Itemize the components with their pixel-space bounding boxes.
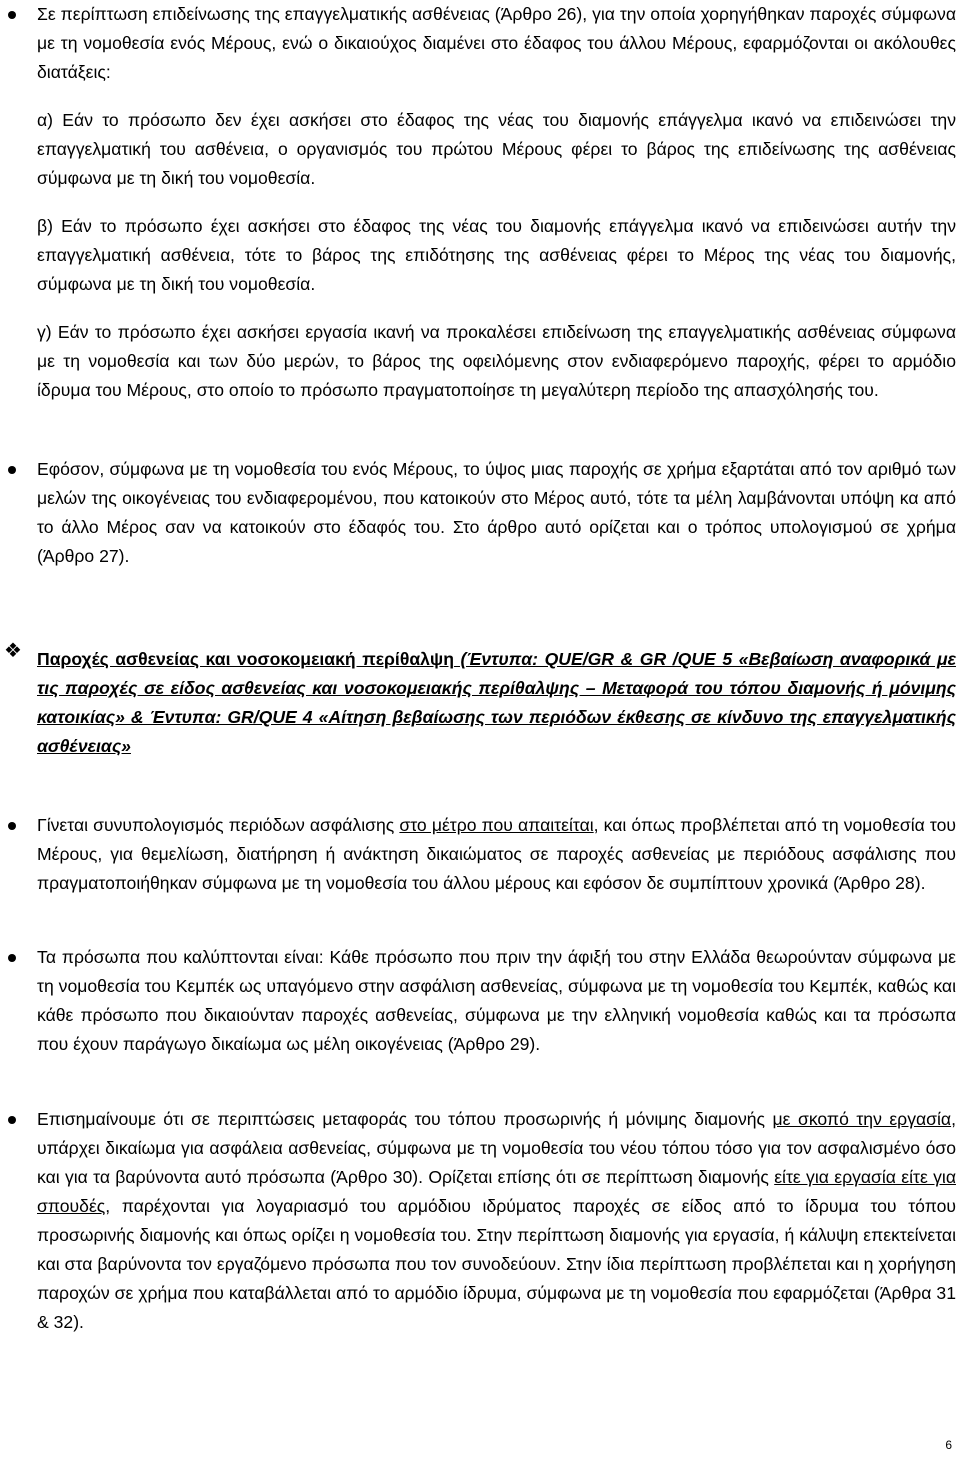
paragraph-text: Στην περίπτωση διαμονής για εργασία, ή κάλυψη επεκτείνεται και στα βαρύνοντα τον εργαζόμενο πρόσωπα που τον συνοδεύουν. Στην ίδια περίπτωση προβλέπεται και η χορήγηση παροχών σε χρήμα που καταβάλλεται από το αρμόδιο ίδρυμα, σύμφωνα με τη νομοθεσία που εφαρμόζεται (Άρθρα 31 & 32). bbox=[37, 1225, 956, 1332]
bullet-icon bbox=[4, 950, 20, 966]
bullet-icon bbox=[4, 1112, 20, 1128]
paragraph-text: α) Εάν το πρόσωπο δεν έχει ασκήσει στο έδαφος της νέας του διαμονής επάγγελμα ικανό να επιδεινώσει την επαγγελματική του ασθένεια, ο οργανισμός του πρώτου Μέρους φέρει το βάρος της επιδείνωσης της ασθένειας σύμφωνα με τη δική του νομοθεσία. bbox=[37, 110, 956, 188]
underlined-text: στο μέτρο που απαιτείται bbox=[399, 815, 594, 835]
bullet-paragraph-transfer bbox=[37, 1105, 956, 1337]
bullet-icon bbox=[4, 818, 20, 834]
paragraph-text: , υπάρχει δικαίωμα για ασφάλεια ασθενείας, σύμφωνα με τη νομοθεσία του νέου τόπου τόσο για τον ασφαλισμένο όσο και για τα βαρύνοντα αυτό πρόσωπα (Άρθρο 30). Ορίζεται επίσης ότι σε περίπτωση διαμονής bbox=[37, 1109, 956, 1187]
bullet-paragraph-covered-persons bbox=[37, 943, 956, 1059]
underlined-text: είτε για εργασία είτε για σπουδές bbox=[37, 1167, 956, 1216]
heading-title: Παροχές ασθενείας και νοσοκομειακή περίθαλψη bbox=[37, 649, 454, 669]
bullet-paragraph-periods bbox=[37, 811, 956, 898]
paragraph-text: Σε περίπτωση επιδείνωσης της επαγγελματικής ασθένειας (Άρθρο 26), για την οποία χορηγήθηκαν παροχές σύμφωνα με τη νομοθεσία ενός Μέρους, ενώ ο δικαιούχος διαμένει στο έδαφος του άλλου Μέρους, εφαρμόζονται οι ακόλουθες διατάξεις: bbox=[37, 4, 956, 82]
paragraph-text: Γίνεται συνυπολογισμός περιόδων ασφάλισης bbox=[37, 815, 400, 835]
paragraph-text: , παρέχονται για λογαριασμό του αρμόδιου ιδρύματος παροχές σε είδος από το ίδρυμα του τόπου προσωρινής διαμονής και όπως ορίζει η νομοθεσία του. bbox=[37, 1196, 956, 1245]
section-heading bbox=[37, 645, 956, 761]
bullet-paragraph-aggravation bbox=[37, 0, 956, 87]
bullet-icon bbox=[4, 462, 20, 478]
paragraph-text: Εφόσον, σύμφωνα με τη νομοθεσία του ενός Μέρους, το ύψος μιας παροχής σε χρήμα εξαρτάται από τον αριθμό των μελών της οικογένειας του ενδιαφερομένου, που κατοικούν στο Μέρος αυτό, τότε τα μέλη λαμβάνονται υπόψη κα από το άλλο Μέρος σαν να κατοικούν στο έδαφός του. bbox=[37, 459, 956, 537]
paragraph-text: Τα πρόσωπα που καλύπτονται είναι: Κάθε πρόσωπο που πριν την άφιξή του στην Ελλάδα θεωρούνταν σύμφωνα με τη νομοθεσία του Κεμπέκ ως υπαγόμενο στην ασφάλιση ασθενείας, σύμφωνα με τη νομοθεσία του Κεμπέκ, καθώς και κάθε πρόσωπο που δικαιούνταν παροχές ασθενείας, σύμφωνα με την ελληνική νομοθεσία καθώς και τα πρόσωπα που έχουν παράγωγο δικαίωμα ως μέλη οικογένειας (Άρθρο 29). bbox=[37, 947, 956, 1054]
bullet-paragraph-family bbox=[37, 455, 956, 571]
paragraph-text: γ) Εάν το πρόσωπο έχει ασκήσει εργασία ικανή να προκαλέσει επιδείνωση της επαγγελματικής ασθένειας σύμφωνα με τη νομοθεσία και των δύο μερών, το βάρος της οφειλόμενης στον ενδιαφερόμενο παροχής, φέρει το αρμόδιο ίδρυμα του Μέρους, στο οποίο το πρόσωπο πραγματοποίησε τη μεγαλύτερη περίοδο της απασχόλησής του. bbox=[37, 322, 956, 400]
underlined-text: με σκοπό την εργασία bbox=[772, 1109, 952, 1129]
paragraph-case-a bbox=[37, 106, 956, 193]
diamond-bullet-icon: ❖ bbox=[4, 638, 22, 662]
bullet-icon bbox=[4, 7, 20, 23]
paragraph-case-c bbox=[37, 318, 956, 405]
paragraph-text: β) Εάν το πρόσωπο έχει ασκήσει στο έδαφος της νέας του διαμονής επάγγελμα ικανό να επιδεινώσει αυτήν την επαγγελματική ασθένεια, τότε το βάρος της επιδότησης της ασθένειας φέρει το Μέρος της νέας του διαμονής, σύμφωνα με τη δική του νομοθεσία. bbox=[37, 216, 956, 294]
heading-forms: (Έντυπα: QUE/GR & GR /QUE 5 «Βεβαίωση αναφορικά με τις παροχές σε είδος ασθενείας και νοσοκομειακής περίθαλψης – Μεταφορά του τόπου διαμονής ή μόνιμης κατοικίας» & Έντυπα: GR/QUE 4 «Αίτηση βεβαίωσης των περιόδων έκθεσης σε κίνδυνο της επαγγελματικής ασθένειας» bbox=[37, 649, 956, 756]
paragraph-text: Επισημαίνουμε ότι σε περιπτώσεις μεταφοράς του τόπου προσωρινής ή μόνιμης διαμονής bbox=[37, 1109, 773, 1129]
paragraph-text: Στο άρθρο αυτό ορίζεται και ο τρόπος υπολογισμού σε χρήμα (Άρθρο 27). bbox=[37, 517, 956, 566]
paragraph-case-b bbox=[37, 212, 956, 299]
paragraph-text: , και όπως προβλέπεται από τη νομοθεσία του Μέρους, για θεμελίωση, διατήρηση ή ανάκτηση δικαιώματος σε παροχές ασθενείας με περιόδους ασφάλισης που πραγματοποιήθηκαν σύμφωνα με τη νομοθεσία του άλλου μέρους και εφόσον δε συμπίπτουν χρονικά (Άρθρο 28). bbox=[37, 815, 956, 893]
page-number: 6 bbox=[945, 1438, 952, 1452]
